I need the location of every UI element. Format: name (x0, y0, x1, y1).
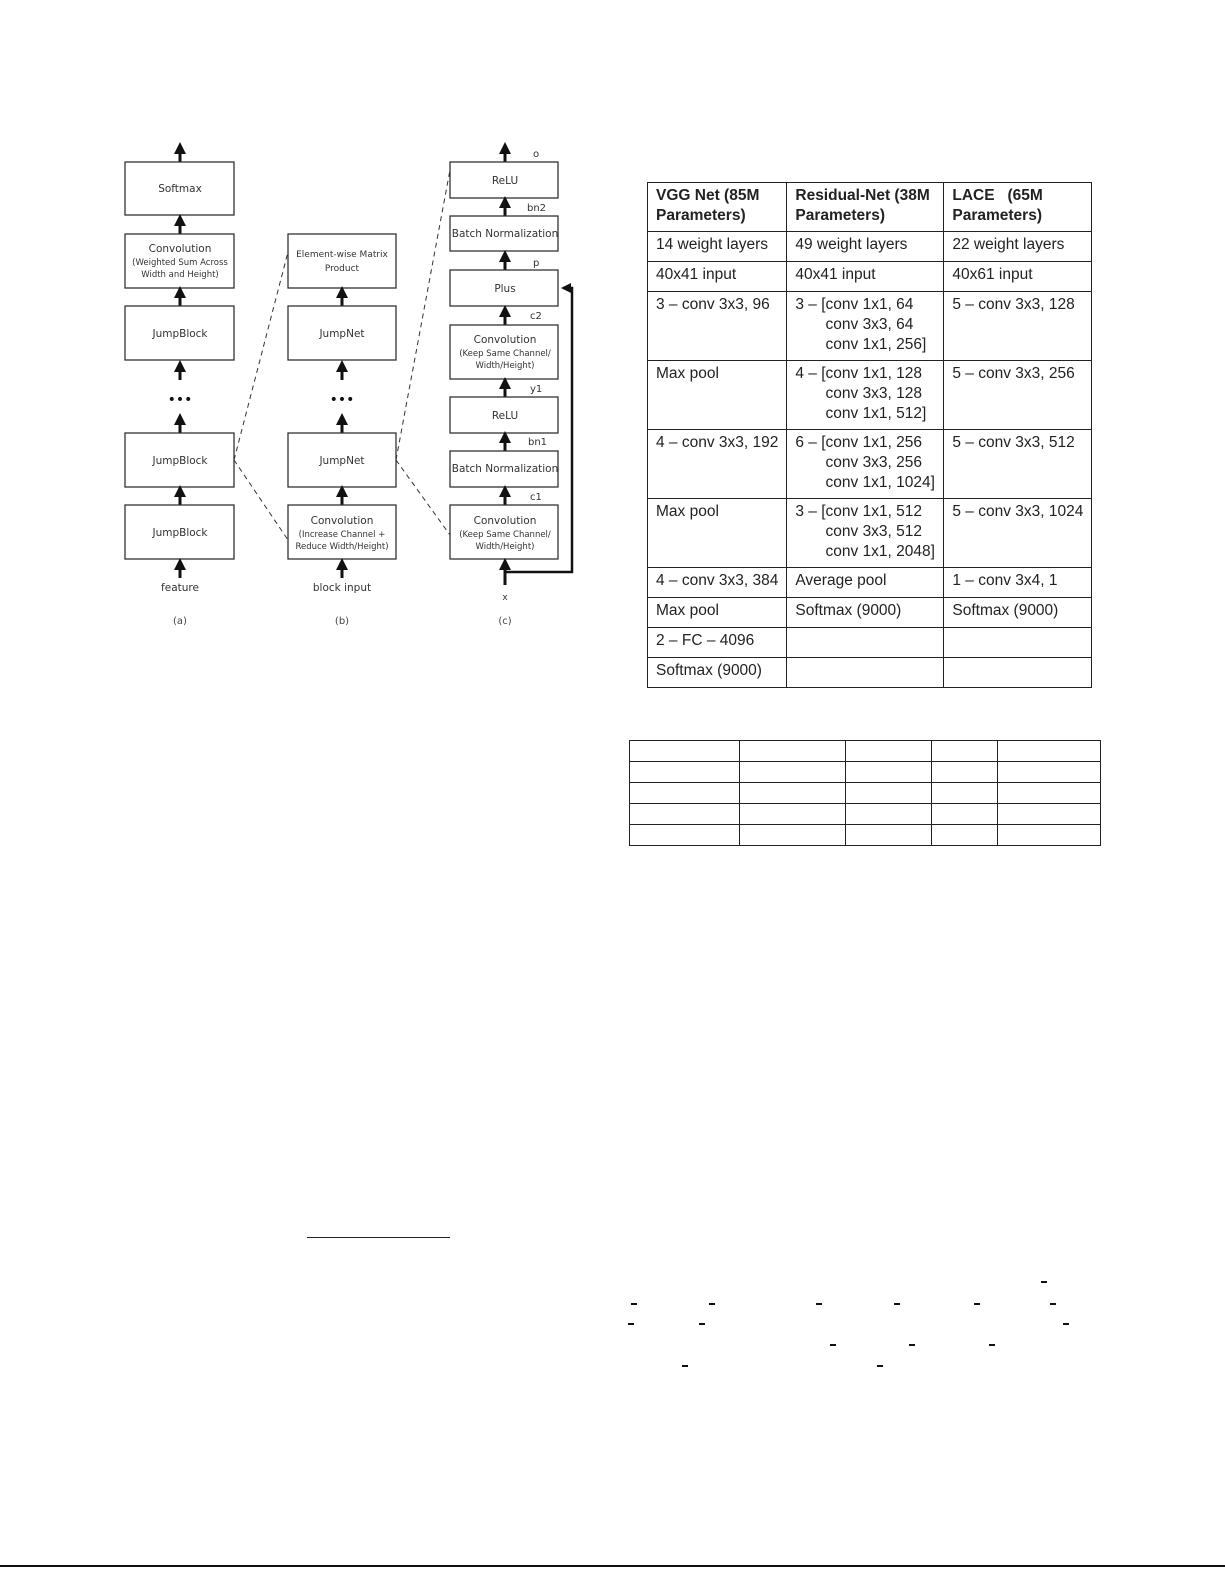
table-row (648, 658, 1092, 688)
svg-text:•••: ••• (167, 392, 193, 408)
table-row (648, 598, 1092, 628)
table-row (630, 783, 1101, 804)
table-cell: 4 – conv 3x3, 384 (648, 568, 787, 598)
svg-text:bn1: bn1 (528, 437, 548, 448)
table-header-row (648, 183, 1092, 232)
svg-text:o: o (533, 149, 540, 160)
table-cell (787, 658, 944, 688)
table-cell: 5 – conv 3x3, 256 (944, 361, 1092, 430)
table-cell: 14 weight layers (648, 232, 787, 262)
svg-text:JumpBlock: JumpBlock (152, 527, 208, 539)
jumpnet-architecture-figure (0, 0, 600, 640)
table-cell: 5 – conv 3x3, 512 (944, 430, 1092, 499)
table-cell: Softmax (9000) (787, 598, 944, 628)
svg-text:Convolution: Convolution (148, 243, 212, 255)
table-row (648, 361, 1092, 430)
footnote-divider (307, 1237, 450, 1238)
svg-text:Element-wise Matrix: Element-wise Matrix (296, 250, 388, 260)
table-cell: 5 – conv 3x3, 1024 (944, 499, 1092, 568)
svg-text:(c): (c) (498, 616, 512, 627)
svg-text:Batch Normalization: Batch Normalization (451, 463, 559, 475)
svg-text:(Increase Channel +: (Increase Channel + (298, 530, 386, 540)
svg-text:(Weighted Sum Across: (Weighted Sum Across (132, 258, 228, 268)
empty-results-table (629, 740, 1101, 846)
table-row (630, 825, 1101, 846)
header-vgg: VGG Net (85M Parameters) (648, 183, 787, 232)
table-cell (787, 628, 944, 658)
table-cell: 4 – conv 3x3, 192 (648, 430, 787, 499)
svg-text:ReLU: ReLU (491, 410, 519, 422)
svg-text:Width/Height): Width/Height) (475, 542, 535, 552)
table-cell: Softmax (9000) (648, 658, 787, 688)
table-cell: 1 – conv 3x4, 1 (944, 568, 1092, 598)
table-row (648, 430, 1092, 499)
table-cell: 40x61 input (944, 262, 1092, 292)
svg-text:Plus: Plus (494, 283, 516, 295)
table-row (648, 292, 1092, 361)
svg-text:Convolution: Convolution (473, 334, 537, 346)
table-cell: 3 – [conv 1x1, 512 conv 3x3, 512 conv 1x1, 2048] (787, 499, 944, 568)
table-row (648, 262, 1092, 292)
svg-text:ReLU: ReLU (491, 175, 519, 187)
table-cell: Max pool (648, 499, 787, 568)
table-row (648, 628, 1092, 658)
svg-text:(Keep Same Channel/: (Keep Same Channel/ (459, 349, 551, 359)
svg-text:block input: block input (312, 582, 372, 594)
figure-column-b (288, 234, 396, 627)
table-cell: Average pool (787, 568, 944, 598)
table-row (648, 499, 1092, 568)
svg-text:Convolution: Convolution (473, 515, 537, 527)
table-row (630, 762, 1101, 783)
figure-column-c (450, 148, 572, 627)
page-bottom-rule (0, 1565, 1225, 1567)
svg-text:p: p (533, 258, 540, 269)
svg-text:JumpBlock: JumpBlock (152, 328, 208, 340)
svg-text:Softmax: Softmax (158, 183, 202, 195)
table-cell: 49 weight layers (787, 232, 944, 262)
svg-text:(Keep Same Channel/: (Keep Same Channel/ (459, 530, 551, 540)
table-cell: 6 – [conv 1x1, 256 conv 3x3, 256 conv 1x1, 1024] (787, 430, 944, 499)
svg-text:y1: y1 (530, 384, 543, 395)
header-residual-net: Residual-Net (38M Parameters) (787, 183, 944, 232)
table-cell: 40x41 input (787, 262, 944, 292)
table-cell: Max pool (648, 598, 787, 628)
svg-text:Reduce Width/Height): Reduce Width/Height) (295, 542, 389, 552)
svg-text:(b): (b) (334, 616, 350, 627)
svg-text:feature: feature (161, 582, 199, 594)
table-cell (944, 658, 1092, 688)
svg-text:x: x (502, 593, 508, 603)
header-lace: LACE (65M Parameters) (944, 183, 1092, 232)
table-cell: 2 – FC – 4096 (648, 628, 787, 658)
svg-text:Width and Height): Width and Height) (141, 270, 219, 280)
table-cell: Max pool (648, 361, 787, 430)
svg-text:Width/Height): Width/Height) (475, 361, 535, 371)
table-cell (944, 628, 1092, 658)
svg-text:bn2: bn2 (527, 203, 547, 214)
table-cell: 5 – conv 3x3, 128 (944, 292, 1092, 361)
table-cell: 3 – [conv 1x1, 64 conv 3x3, 64 conv 1x1, 256] (787, 292, 944, 361)
svg-text:JumpNet: JumpNet (319, 455, 365, 467)
svg-text:Convolution: Convolution (310, 515, 374, 527)
svg-text:c2: c2 (530, 311, 542, 322)
svg-text:•••: ••• (329, 392, 355, 408)
svg-text:(a): (a) (173, 616, 187, 627)
table-row (630, 741, 1101, 762)
svg-text:JumpBlock: JumpBlock (152, 455, 208, 467)
table-cell: 22 weight layers (944, 232, 1092, 262)
table-row (648, 568, 1092, 598)
table-row (630, 804, 1101, 825)
architecture-comparison-table (647, 182, 1092, 688)
table-cell: 3 – conv 3x3, 96 (648, 292, 787, 361)
svg-text:c1: c1 (530, 492, 542, 503)
figure-column-a (125, 148, 234, 627)
element-wise-product-box (288, 234, 396, 288)
table-cell: 4 – [conv 1x1, 128 conv 3x3, 128 conv 1x1, 512] (787, 361, 944, 430)
svg-text:JumpNet: JumpNet (319, 328, 365, 340)
svg-text:Product: Product (324, 264, 360, 274)
table-cell: 40x41 input (648, 262, 787, 292)
table-row (648, 232, 1092, 262)
svg-text:Batch Normalization: Batch Normalization (451, 228, 559, 240)
table-cell: Softmax (9000) (944, 598, 1092, 628)
